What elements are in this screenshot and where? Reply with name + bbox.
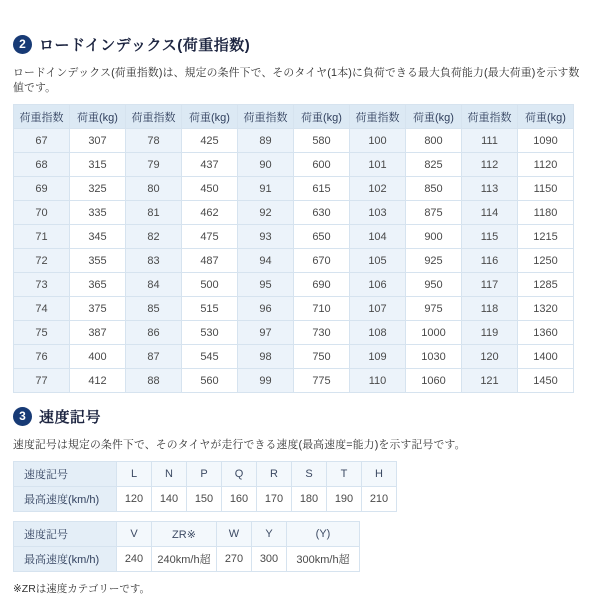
load-kg-value: 800 xyxy=(406,129,462,153)
load-kg-value: 365 xyxy=(70,273,126,297)
load-index-column-header: 荷重指数 xyxy=(350,105,406,129)
load-index-value: 77 xyxy=(14,369,70,393)
load-index-value: 80 xyxy=(126,177,182,201)
load-kg-value: 690 xyxy=(294,273,350,297)
load-index-value: 82 xyxy=(126,225,182,249)
load-index-description: ロードインデックス(荷重指数)は、規定の条件下で、そのタイヤ(1本)に負荷できる最大負荷能力(最大荷重)を示す数値です。 xyxy=(13,67,580,94)
zr-footnote: ※ZRは速度カテゴリーです。 xyxy=(13,583,151,595)
max-speed-value: 240 xyxy=(117,547,152,572)
load-kg-value: 412 xyxy=(70,369,126,393)
load-index-value: 79 xyxy=(126,153,182,177)
section-2-badge: 2 xyxy=(13,35,32,54)
speed-symbol-value: N xyxy=(152,462,187,487)
max-speed-value: 270 xyxy=(217,547,252,572)
load-kg-value: 1215 xyxy=(518,225,574,249)
load-kg-value: 630 xyxy=(294,201,350,225)
load-index-value: 73 xyxy=(14,273,70,297)
load-index-column-header: 荷重指数 xyxy=(462,105,518,129)
section-3-badge: 3 xyxy=(13,407,32,426)
load-kg-value: 1250 xyxy=(518,249,574,273)
load-index-value: 111 xyxy=(462,129,518,153)
load-index-value: 107 xyxy=(350,297,406,321)
load-index-value: 105 xyxy=(350,249,406,273)
load-kg-value: 315 xyxy=(70,153,126,177)
load-kg-column-header: 荷重(kg) xyxy=(294,105,350,129)
load-index-value: 91 xyxy=(238,177,294,201)
load-kg-value: 1000 xyxy=(406,321,462,345)
speed-symbol-value: W xyxy=(217,522,252,547)
speed-symbol-value: S xyxy=(292,462,327,487)
load-kg-value: 950 xyxy=(406,273,462,297)
load-index-row xyxy=(14,225,574,249)
load-kg-column-header: 荷重(kg) xyxy=(406,105,462,129)
speed-symbol-row xyxy=(14,522,360,547)
speed-symbol-value: ZR※ xyxy=(152,522,217,547)
load-index-value: 113 xyxy=(462,177,518,201)
load-index-value: 109 xyxy=(350,345,406,369)
load-index-value: 76 xyxy=(14,345,70,369)
max-speed-row-header: 最高速度(km/h) xyxy=(14,487,117,512)
load-index-value: 92 xyxy=(238,201,294,225)
load-index-value: 68 xyxy=(14,153,70,177)
load-index-value: 104 xyxy=(350,225,406,249)
load-index-row xyxy=(14,201,574,225)
speed-symbol-row-header: 速度記号 xyxy=(14,522,117,547)
load-kg-value: 710 xyxy=(294,297,350,321)
speed-symbol-value: L xyxy=(117,462,152,487)
load-kg-value: 600 xyxy=(294,153,350,177)
max-speed-value: 240km/h超 xyxy=(152,547,217,572)
load-kg-value: 1285 xyxy=(518,273,574,297)
speed-symbol-value: Y xyxy=(252,522,287,547)
load-kg-value: 825 xyxy=(406,153,462,177)
load-index-column-header: 荷重指数 xyxy=(126,105,182,129)
load-index-row xyxy=(14,153,574,177)
speed-symbol-value: T xyxy=(327,462,362,487)
load-kg-value: 560 xyxy=(182,369,238,393)
load-index-value: 119 xyxy=(462,321,518,345)
load-kg-value: 875 xyxy=(406,201,462,225)
load-kg-value: 1060 xyxy=(406,369,462,393)
load-index-row xyxy=(14,249,574,273)
load-kg-value: 437 xyxy=(182,153,238,177)
load-kg-value: 462 xyxy=(182,201,238,225)
load-index-value: 93 xyxy=(238,225,294,249)
speed-symbol-description: 速度記号は規定の条件下で、そのタイヤが走行できる速度(最高速度=能力)を示す記号です。 xyxy=(13,439,466,451)
load-kg-value: 325 xyxy=(70,177,126,201)
load-index-value: 99 xyxy=(238,369,294,393)
load-kg-value: 730 xyxy=(294,321,350,345)
load-kg-value: 515 xyxy=(182,297,238,321)
max-speed-value: 210 xyxy=(362,487,397,512)
speed-symbol-row xyxy=(14,462,397,487)
load-index-value: 74 xyxy=(14,297,70,321)
load-kg-value: 375 xyxy=(70,297,126,321)
load-kg-value: 530 xyxy=(182,321,238,345)
load-index-value: 94 xyxy=(238,249,294,273)
load-index-value: 86 xyxy=(126,321,182,345)
load-index-value: 116 xyxy=(462,249,518,273)
load-index-value: 87 xyxy=(126,345,182,369)
load-index-row xyxy=(14,369,574,393)
load-kg-value: 307 xyxy=(70,129,126,153)
load-kg-column-header: 荷重(kg) xyxy=(518,105,574,129)
load-index-value: 71 xyxy=(14,225,70,249)
load-kg-value: 650 xyxy=(294,225,350,249)
load-index-value: 96 xyxy=(238,297,294,321)
load-index-row xyxy=(14,177,574,201)
load-kg-value: 670 xyxy=(294,249,350,273)
max-speed-value: 180 xyxy=(292,487,327,512)
load-kg-value: 1150 xyxy=(518,177,574,201)
load-index-value: 100 xyxy=(350,129,406,153)
load-kg-value: 850 xyxy=(406,177,462,201)
max-speed-row xyxy=(14,547,360,572)
load-index-value: 83 xyxy=(126,249,182,273)
load-kg-value: 775 xyxy=(294,369,350,393)
load-index-heading xyxy=(13,34,586,55)
max-speed-value: 120 xyxy=(117,487,152,512)
load-index-value: 117 xyxy=(462,273,518,297)
load-kg-value: 355 xyxy=(70,249,126,273)
speed-symbol-heading xyxy=(13,406,586,427)
load-kg-value: 1320 xyxy=(518,297,574,321)
load-kg-value: 425 xyxy=(182,129,238,153)
load-index-value: 120 xyxy=(462,345,518,369)
load-kg-value: 1450 xyxy=(518,369,574,393)
speed-symbol-table-1 xyxy=(13,461,397,512)
load-kg-value: 580 xyxy=(294,129,350,153)
load-index-value: 97 xyxy=(238,321,294,345)
load-index-table xyxy=(13,104,574,393)
load-index-value: 101 xyxy=(350,153,406,177)
load-kg-value: 335 xyxy=(70,201,126,225)
load-index-value: 72 xyxy=(14,249,70,273)
load-index-value: 112 xyxy=(462,153,518,177)
load-kg-value: 615 xyxy=(294,177,350,201)
max-speed-value: 140 xyxy=(152,487,187,512)
load-index-row xyxy=(14,129,574,153)
load-kg-value: 1030 xyxy=(406,345,462,369)
max-speed-row-header: 最高速度(km/h) xyxy=(14,547,117,572)
load-index-value: 102 xyxy=(350,177,406,201)
load-kg-value: 1400 xyxy=(518,345,574,369)
load-index-column-header: 荷重指数 xyxy=(14,105,70,129)
load-kg-value: 975 xyxy=(406,297,462,321)
speed-symbol-value: P xyxy=(187,462,222,487)
load-index-value: 114 xyxy=(462,201,518,225)
speed-symbol-table-2 xyxy=(13,521,360,572)
load-kg-column-header: 荷重(kg) xyxy=(70,105,126,129)
load-index-value: 75 xyxy=(14,321,70,345)
max-speed-value: 300km/h超 xyxy=(287,547,360,572)
load-kg-column-header: 荷重(kg) xyxy=(182,105,238,129)
load-index-row xyxy=(14,273,574,297)
load-kg-value: 925 xyxy=(406,249,462,273)
load-index-row xyxy=(14,297,574,321)
load-index-value: 81 xyxy=(126,201,182,225)
load-index-title: ロードインデックス(荷重指数) xyxy=(39,37,251,54)
load-kg-value: 900 xyxy=(406,225,462,249)
load-index-value: 88 xyxy=(126,369,182,393)
load-kg-value: 487 xyxy=(182,249,238,273)
load-kg-value: 1360 xyxy=(518,321,574,345)
load-index-header-row xyxy=(14,105,574,129)
load-index-value: 67 xyxy=(14,129,70,153)
load-kg-value: 1180 xyxy=(518,201,574,225)
max-speed-row xyxy=(14,487,397,512)
load-index-value: 118 xyxy=(462,297,518,321)
load-kg-value: 400 xyxy=(70,345,126,369)
load-kg-value: 1090 xyxy=(518,129,574,153)
load-index-value: 103 xyxy=(350,201,406,225)
max-speed-value: 190 xyxy=(327,487,362,512)
max-speed-value: 300 xyxy=(252,547,287,572)
load-index-value: 115 xyxy=(462,225,518,249)
load-kg-value: 475 xyxy=(182,225,238,249)
load-index-row xyxy=(14,321,574,345)
load-index-value: 85 xyxy=(126,297,182,321)
load-kg-value: 387 xyxy=(70,321,126,345)
load-index-value: 78 xyxy=(126,129,182,153)
speed-symbol-row-header: 速度記号 xyxy=(14,462,117,487)
load-index-value: 90 xyxy=(238,153,294,177)
max-speed-value: 170 xyxy=(257,487,292,512)
speed-symbol-value: Q xyxy=(222,462,257,487)
load-kg-value: 500 xyxy=(182,273,238,297)
load-index-value: 84 xyxy=(126,273,182,297)
speed-symbol-value: V xyxy=(117,522,152,547)
load-kg-value: 345 xyxy=(70,225,126,249)
load-index-value: 121 xyxy=(462,369,518,393)
load-kg-value: 450 xyxy=(182,177,238,201)
load-index-value: 108 xyxy=(350,321,406,345)
load-index-value: 110 xyxy=(350,369,406,393)
load-kg-value: 545 xyxy=(182,345,238,369)
load-kg-value: 750 xyxy=(294,345,350,369)
load-index-value: 69 xyxy=(14,177,70,201)
load-index-value: 89 xyxy=(238,129,294,153)
speed-symbol-title: 速度記号 xyxy=(39,409,102,426)
max-speed-value: 150 xyxy=(187,487,222,512)
load-index-column-header: 荷重指数 xyxy=(238,105,294,129)
load-index-value: 98 xyxy=(238,345,294,369)
load-index-value: 70 xyxy=(14,201,70,225)
max-speed-value: 160 xyxy=(222,487,257,512)
speed-symbol-value: R xyxy=(257,462,292,487)
speed-symbol-value: (Y) xyxy=(287,522,360,547)
load-index-row xyxy=(14,345,574,369)
load-index-value: 106 xyxy=(350,273,406,297)
load-index-value: 95 xyxy=(238,273,294,297)
load-kg-value: 1120 xyxy=(518,153,574,177)
speed-symbol-value: H xyxy=(362,462,397,487)
